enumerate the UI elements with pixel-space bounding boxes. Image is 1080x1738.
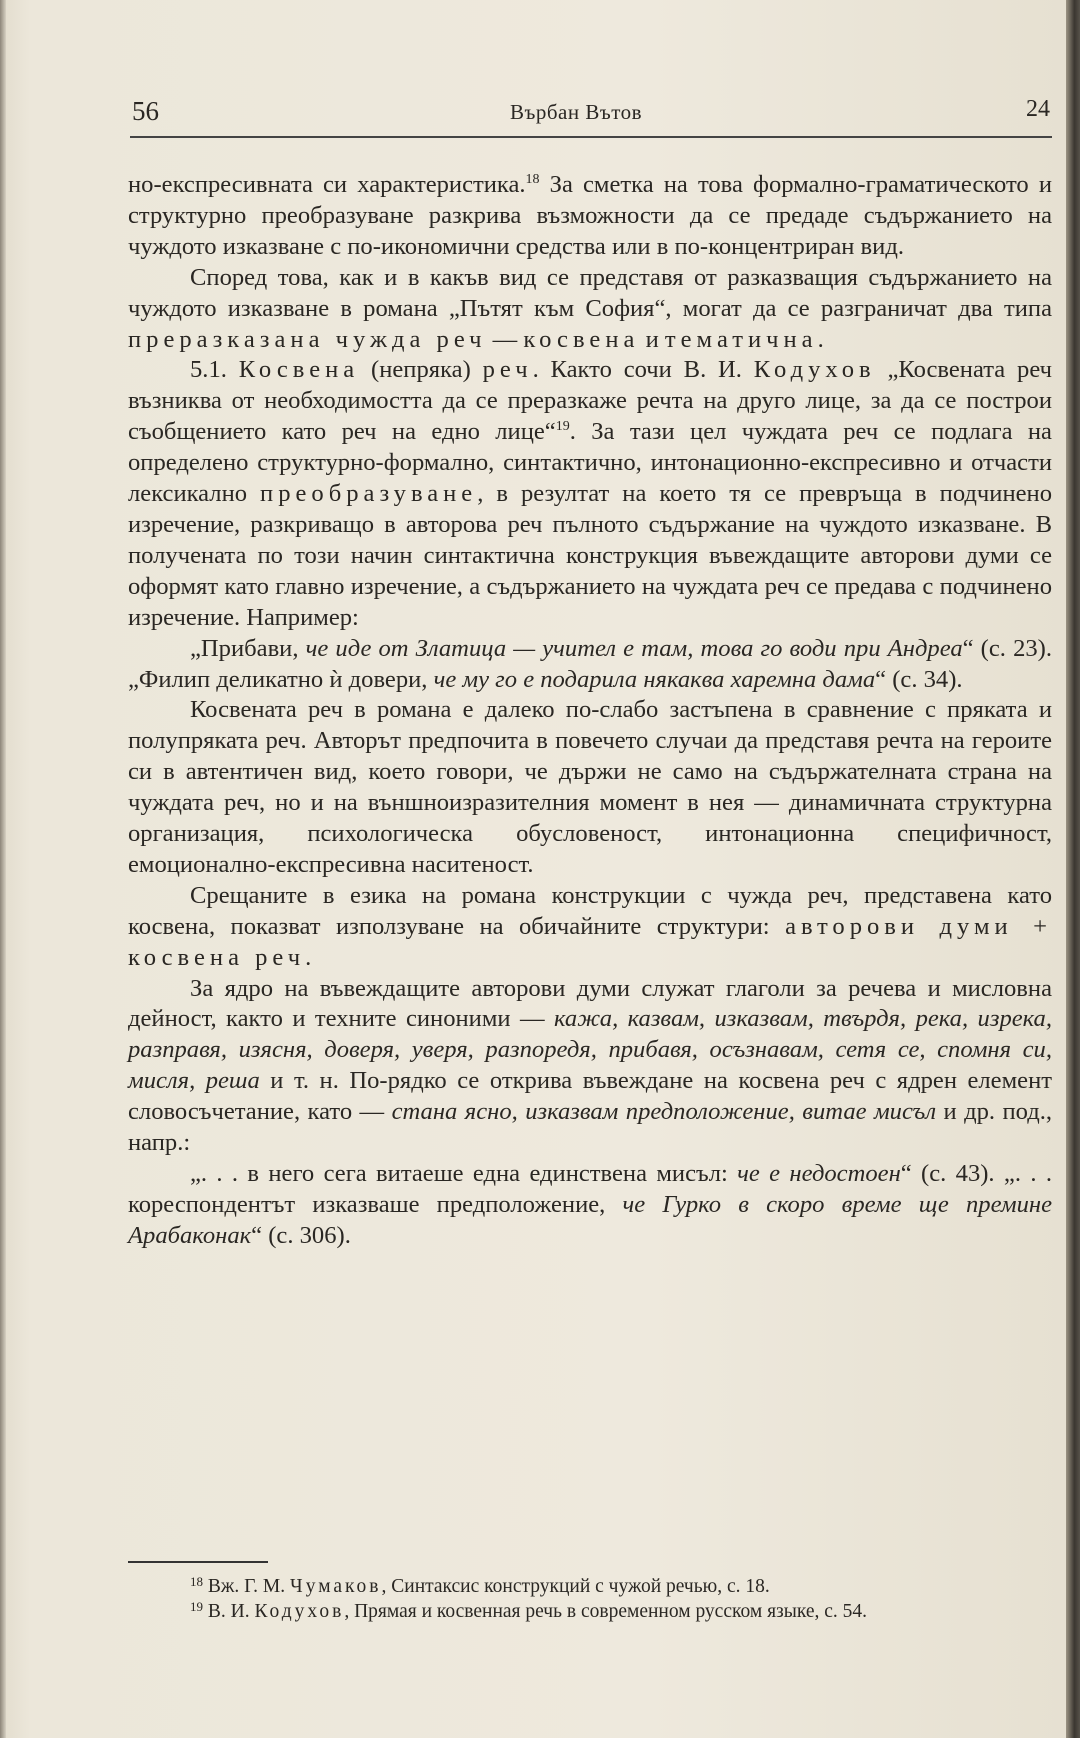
spaced-term: тематична	[664, 325, 818, 353]
footnote-ref-19: 19	[555, 419, 570, 435]
example-1: „Прибави, че иде от Златица — учител е там, това го води при Андреа“ (с. 23). „Филип деликатно ѝ довери, че му го е подарила някаква харемна дама“ (с. 34).	[128, 634, 1052, 693]
spaced-term: реч	[482, 356, 533, 384]
spaced-term: Косвена	[238, 356, 360, 384]
spaced-term: преразказана чужда реч	[128, 325, 487, 353]
spaced-term: авторови думи + косвена реч	[128, 912, 1052, 971]
spaced-term: преобразуване	[260, 480, 478, 508]
footnote-ref-18: 18	[525, 172, 540, 187]
paragraph-1: но-експресивната си характеристика.$^{18}$ За сметка на това формално-граматическото и структурно преобразуване разкрива възможности да се предаде съдържанието на чуждото изказване с по-икономични средства или в по-концентриран вид.	[128, 171, 1052, 260]
example-2: „. . . в него сега витаеше една единствена мисъл: че е недостоен“ (с. 43). „. . . кореспондентът изказваше предположение, че Гурко в скоро време ще премине Арабаконак“ (с. 306).	[128, 1160, 1053, 1249]
paragraph-3: 5.1. Косвена (непряка) реч. Както сочи В. И. Кодухов „Косвената реч възниква от необходимостта да се преразкаже речта на друго лице, за да се построи съобщението като реч на едно лице“$^{19}$. За тази цел чуждата реч се подлага на определено структурно-формално, синтактично, интонационно-експресивно и отчасти лексикално преобразуване, в резултат на което тя се превръща в подчинено изречение, разкриващо в авторова реч пълното съдържание на чуждото изказване. В получената по този начин синтактична конструкция въвеждащите авторови думи се оформят като главно изречение, а съдържанието на чуждата реч се предава с подчинено изречение. Например:	[128, 356, 1052, 631]
body-text	[128, 170, 1052, 1252]
paragraph-2: Според това, как и в какъв вид се представя от разказващия съдържанието на чуждото изказване в романа „Пътят към София“, могат да се разграничат два типа преразказана чужда реч — косвена и тематична.	[128, 263, 1052, 353]
page-left-edge	[0, 0, 6, 1738]
paragraph-6: За ядро на въвеждащите авторови думи служат глаголи за речева и мисловна дейност, както и техните синоними — кажа, казвам, изказвам, твърдя, река, изрека, разправя, изясня, доверя, уверя, разпоредя, прибавя, осъзнавам, сетя се, спомня си, мисля, реша и т. н. По-рядко се открива въвеждане на косвена реч с ядрен елемент словосъчетание, като — стана ясно, изказвам предположение, витае мисъл и др. под., напр.:	[128, 974, 1053, 1157]
page-number: 56	[132, 96, 159, 126]
spaced-author: Кодухов	[753, 356, 876, 384]
footnote-divider	[128, 1561, 268, 1563]
footnote-18: $^{18}$ Вж. Г. М. Чумаков, Синтаксис конструкций с чужой речью, с. 18.	[190, 1574, 770, 1597]
handwritten-page-number: 24	[1026, 96, 1050, 122]
running-title: Върбан Вътов	[510, 100, 643, 124]
paragraph-5: Срещаните в езика на романа конструкции с чужда реч, представена като косвена, показват използуване на обичайните структури: авторови думи + косвена реч.	[128, 881, 1052, 971]
section-number: 5.1.	[190, 356, 239, 384]
footnote-19: $^{19}$ В. И. Кодухов, Прямая и косвенная речь в современном русском языке, с. 54.	[190, 1599, 868, 1622]
page-right-edge	[1066, 0, 1080, 1738]
spaced-term: косвена	[523, 325, 640, 353]
paragraph-4: Косвената реч в романа е далеко по-слабо застъпена в сравнение с пряката и полупряката реч. Авторът предпочита в повечето случаи да представя речта на героите си в автентичен вид, което говори, че държи не само на съдържателната страна на чуждата реч, но и на външноизразителния момент в нея — динамичната структурна организация, психологическа обусловеност, интонационна специфичност, емоционално-експресивна наситеност.	[128, 696, 1052, 878]
footnotes	[128, 1574, 1052, 1624]
page-header	[130, 92, 1052, 138]
